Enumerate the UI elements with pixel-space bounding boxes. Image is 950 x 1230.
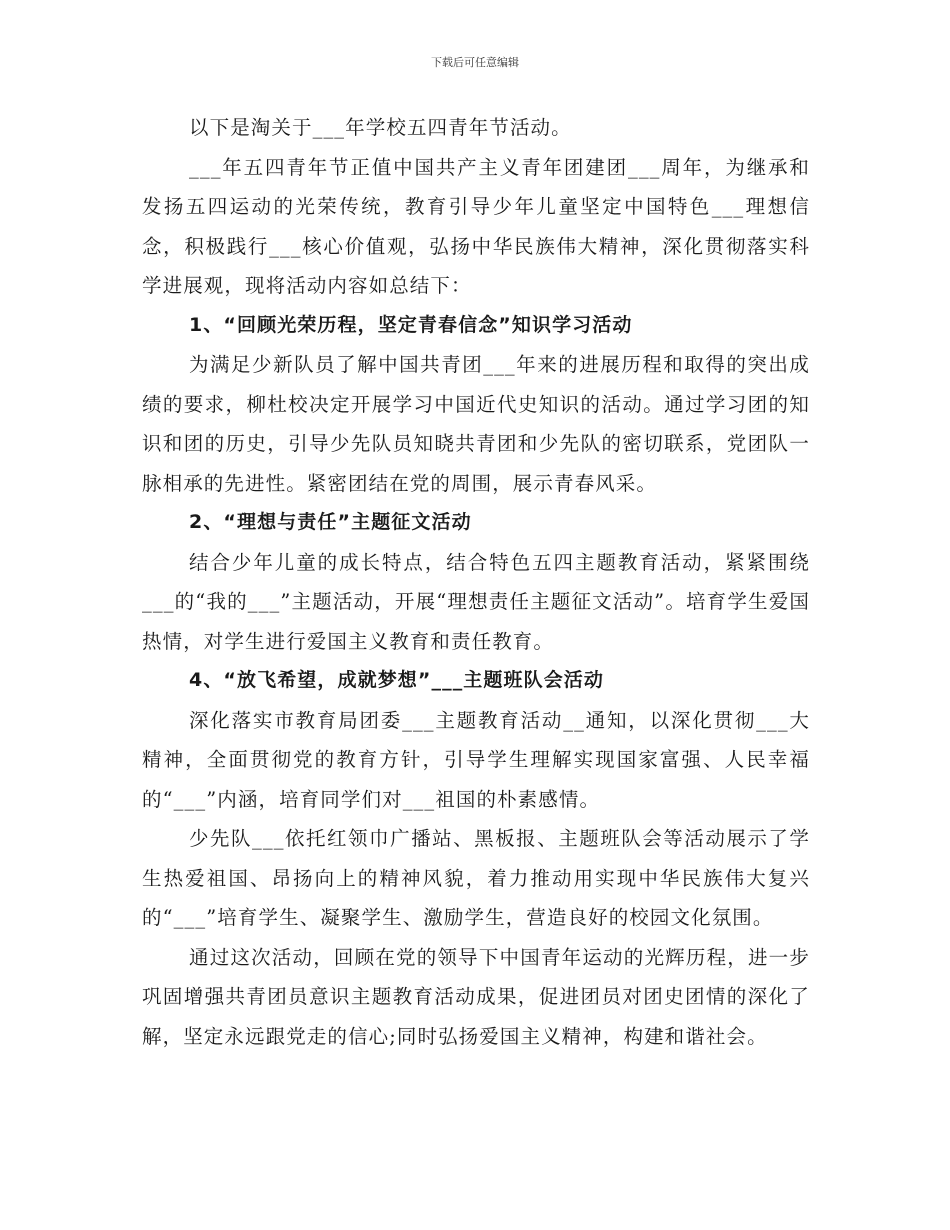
conclusion-paragraph: 通过这次活动，回顾在党的领导下中国青年运动的光辉历程，进一步巩固增强共青团员意识主题教育活动成果，促进团员对团史团情的深化了解，坚定永远跟党走的信心;同时弘扬爱国主义精神，构建和谐社会。 (142, 945, 810, 1048)
intro-paragraph: 以下是淘关于___年学校五四青年节活动。 (189, 116, 572, 139)
header-note: 下载后可任意编辑 (431, 56, 519, 69)
section-heading-2: 2、“理想与责任”主题征文活动 (189, 511, 472, 533)
overview-paragraph: ___年五四青年节正值中国共产主义青年团建团___周年，为继承和发扬五四运动的光荣传统，教育引导少年儿童坚定中国特色___理想信念，积极践行___核心价值观，弘扬中华民族伟大精神，深化贯彻落实科学进展观，现将活动内容如总结下： (142, 155, 810, 297)
section-4-paragraph-2: 少先队___依托红领巾广播站、黑板报、主题班队会等活动展示了学生热爱祖国、昂扬向上的精神风貌，着力推动用实现中华民族伟大复兴的“___”培育学生、凝聚学生、激励学生，营造良好的校园文化氛围。 (142, 827, 810, 929)
section-2-paragraph: 结合少年儿童的成长特点，结合特色五四主题教育活动，紧紧围绕___的“我的___”主题活动，开展“理想责任主题征文活动”。培育学生爱国热情，对学生进行爱国主义教育和责任教育。 (142, 550, 810, 653)
section-heading-1: 1、“回顾光荣历程，坚定青春信念”知识学习活动 (189, 313, 633, 336)
section-heading-4: 4、“放飞希望，成就梦想”___主题班队会活动 (189, 669, 604, 691)
section-4-paragraph-1: 深化落实市教育局团委___主题教育活动__通知，以深化贯彻___大精神，全面贯彻党的教育方针，引导学生理解实现国家富强、人民幸福的“___”内涵，培育同学们对___祖国的朴素感情。 (142, 708, 810, 811)
document-body (142, 108, 810, 1056)
section-1-paragraph: 为满足少新队员了解中国共青团___年来的进展历程和取得的突出成绩的要求，柳杜校决定开展学习中国近代史知识的活动。通过学习团的知识和团的历史，引导少先队员知晓共青团和少先队的密切联系，党团队一脉相承的先进性。紧密团结在党的周围，展示青春风采。 (142, 353, 810, 495)
